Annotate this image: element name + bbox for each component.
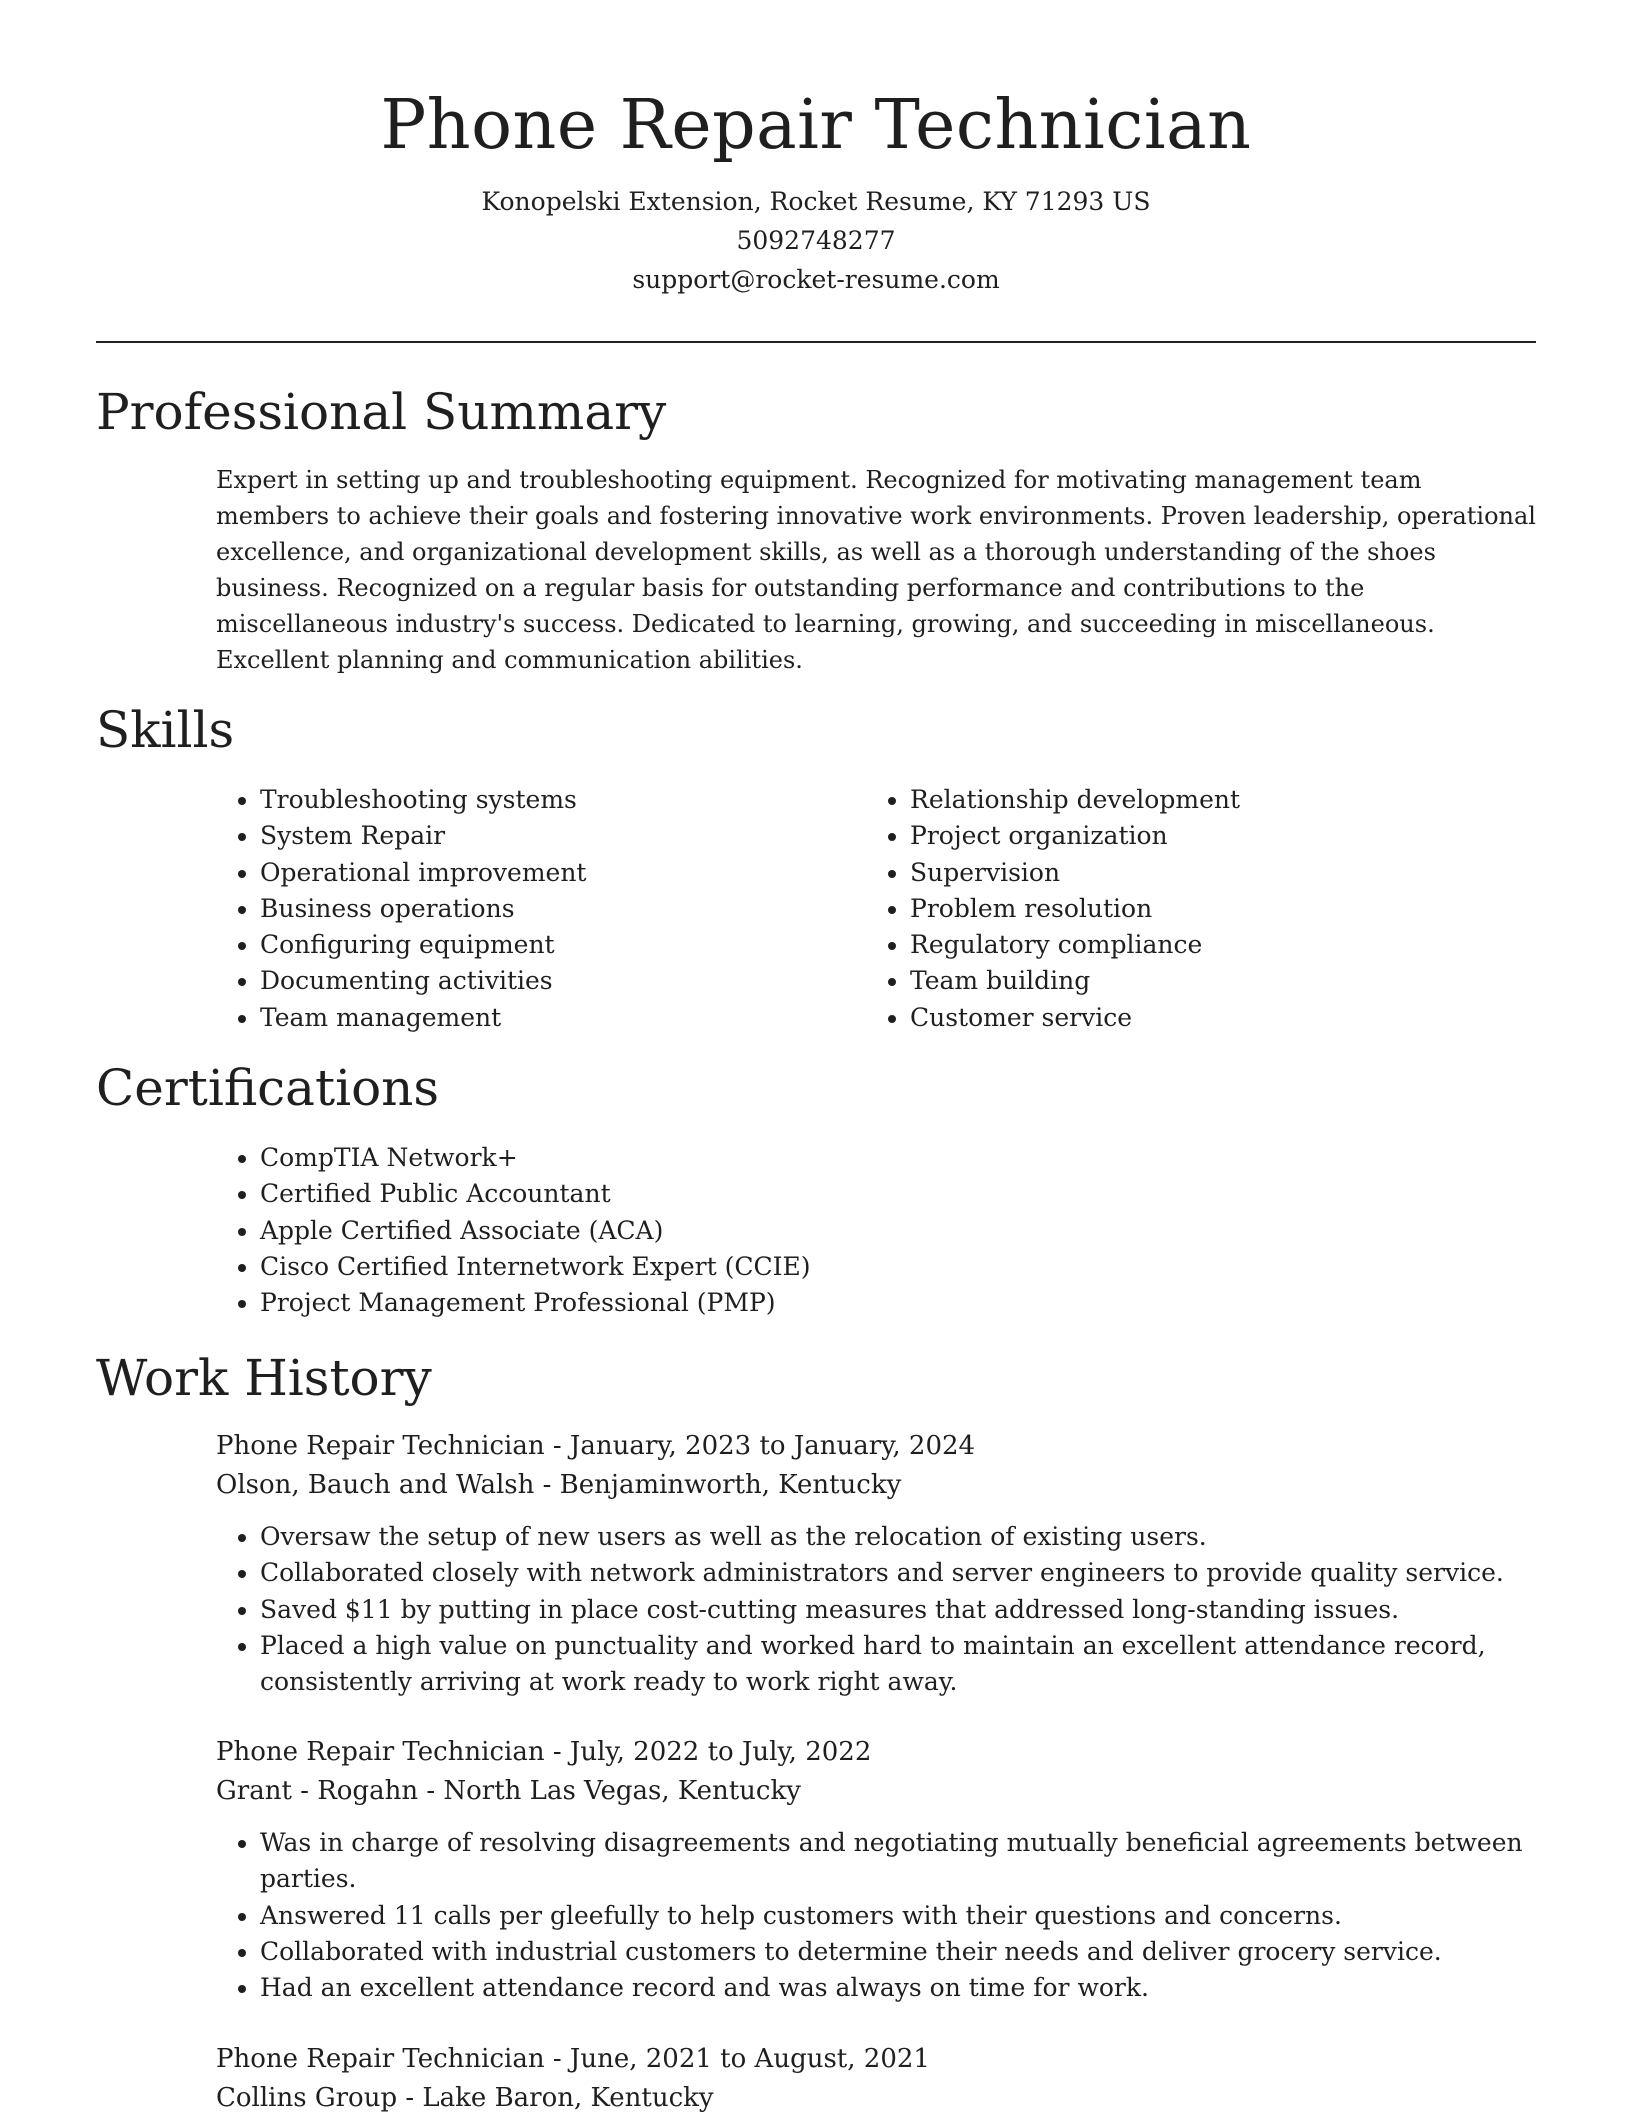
skill-item: • System Repair <box>260 818 816 854</box>
job-company-line: Grant - Rogahn - North Las Vegas, Kentucky <box>216 1776 801 1806</box>
skill-item: • Configuring equipment <box>260 927 816 963</box>
contact-phone: 5092748277 <box>736 226 896 255</box>
job-title-line: Phone Repair Technician - July, 2022 to July, 2022 <box>216 1737 872 1767</box>
certification-item: • Project Management Professional (PMP) <box>260 1285 1116 1321</box>
job-entry <box>216 1733 1536 2006</box>
job-bullet: • Placed a high value on punctuality and worked hard to maintain an excellent attendance record, consistently arriving at work ready to work right away. <box>260 1628 1536 1701</box>
contact-email: support@rocket-resume.com <box>632 265 1000 294</box>
job-company-line: Collins Group - Lake Baron, Kentucky <box>216 2083 714 2113</box>
certification-item: • CompTIA Network+ <box>260 1140 1116 1176</box>
skills-column-right <box>866 782 1466 1036</box>
skill-item: • Relationship development <box>910 782 1466 818</box>
job-bullet: • Saved $11 by putting in place cost-cutting measures that addressed long-standing issues. <box>260 1592 1536 1628</box>
summary-text: Expert in setting up and troubleshooting equipment. Recognized for motivating management team members to achieve their goals and fostering innovative work environments. Proven leadership, operational excellence, and organizational development skills, as well as a thorough understanding of the shoes business. Recognized on a regular basis for outstanding performance and contributions to the miscellaneous industry's success. Dedicated to learning, growing, and succeeding in miscellaneous. Excellent planning and communication abilities. <box>216 466 1536 674</box>
resume-header <box>96 80 1536 299</box>
skill-item: • Team management <box>260 1000 816 1036</box>
skill-item: • Troubleshooting systems <box>260 782 816 818</box>
skills-column-left <box>216 782 816 1036</box>
job-bullet: • Oversaw the setup of new users as well as the relocation of existing users. <box>260 1519 1536 1555</box>
work-history-heading: Work History <box>96 1349 432 1407</box>
skill-item: • Business operations <box>260 891 816 927</box>
job-bullet: • Collaborated with industrial customers to determine their needs and deliver grocery service. <box>260 1934 1536 1970</box>
job-entry <box>216 1427 1536 1700</box>
job-bullet: • Had an excellent attendance record and was always on time for work. <box>260 1970 1536 2006</box>
certification-item: • Apple Certified Associate (ACA) <box>260 1213 1116 1249</box>
skill-item: • Operational improvement <box>260 855 816 891</box>
certifications-list <box>216 1140 1116 1321</box>
skill-item: • Customer service <box>910 1000 1466 1036</box>
contact-address: Konopelski Extension, Rocket Resume, KY 71293 US <box>481 187 1151 216</box>
header-divider <box>96 341 1536 343</box>
skill-item: • Team building <box>910 963 1466 999</box>
job-bullet: • Was in charge of resolving disagreements and negotiating mutually beneficial agreements between parties. <box>260 1825 1536 1898</box>
skill-item: • Problem resolution <box>910 891 1466 927</box>
certifications-heading: Certifications <box>96 1059 440 1117</box>
job-bullet: • Collaborated closely with network administrators and server engineers to provide quality service. <box>260 1555 1536 1591</box>
skill-item: • Regulatory compliance <box>910 927 1466 963</box>
job-entry <box>216 2040 1536 2118</box>
skill-item: • Project organization <box>910 818 1466 854</box>
candidate-name: Phone Repair Technician <box>380 86 1252 165</box>
job-bullet: • Answered 11 calls per gleefully to help customers with their questions and concerns. <box>260 1898 1536 1934</box>
job-company-line: Olson, Bauch and Walsh - Benjaminworth, Kentucky <box>216 1470 902 1500</box>
job-title-line: Phone Repair Technician - June, 2021 to August, 2021 <box>216 2044 930 2074</box>
certification-item: • Certified Public Accountant <box>260 1176 1116 1212</box>
contact-block <box>96 182 1536 299</box>
summary-heading: Professional Summary <box>96 383 667 441</box>
job-title-line: Phone Repair Technician - January, 2023 to January, 2024 <box>216 1431 976 1461</box>
skills-heading: Skills <box>96 701 235 759</box>
skill-item: • Documenting activities <box>260 963 816 999</box>
certification-item: • Cisco Certified Internetwork Expert (CCIE) <box>260 1249 1116 1285</box>
skill-item: • Supervision <box>910 855 1466 891</box>
